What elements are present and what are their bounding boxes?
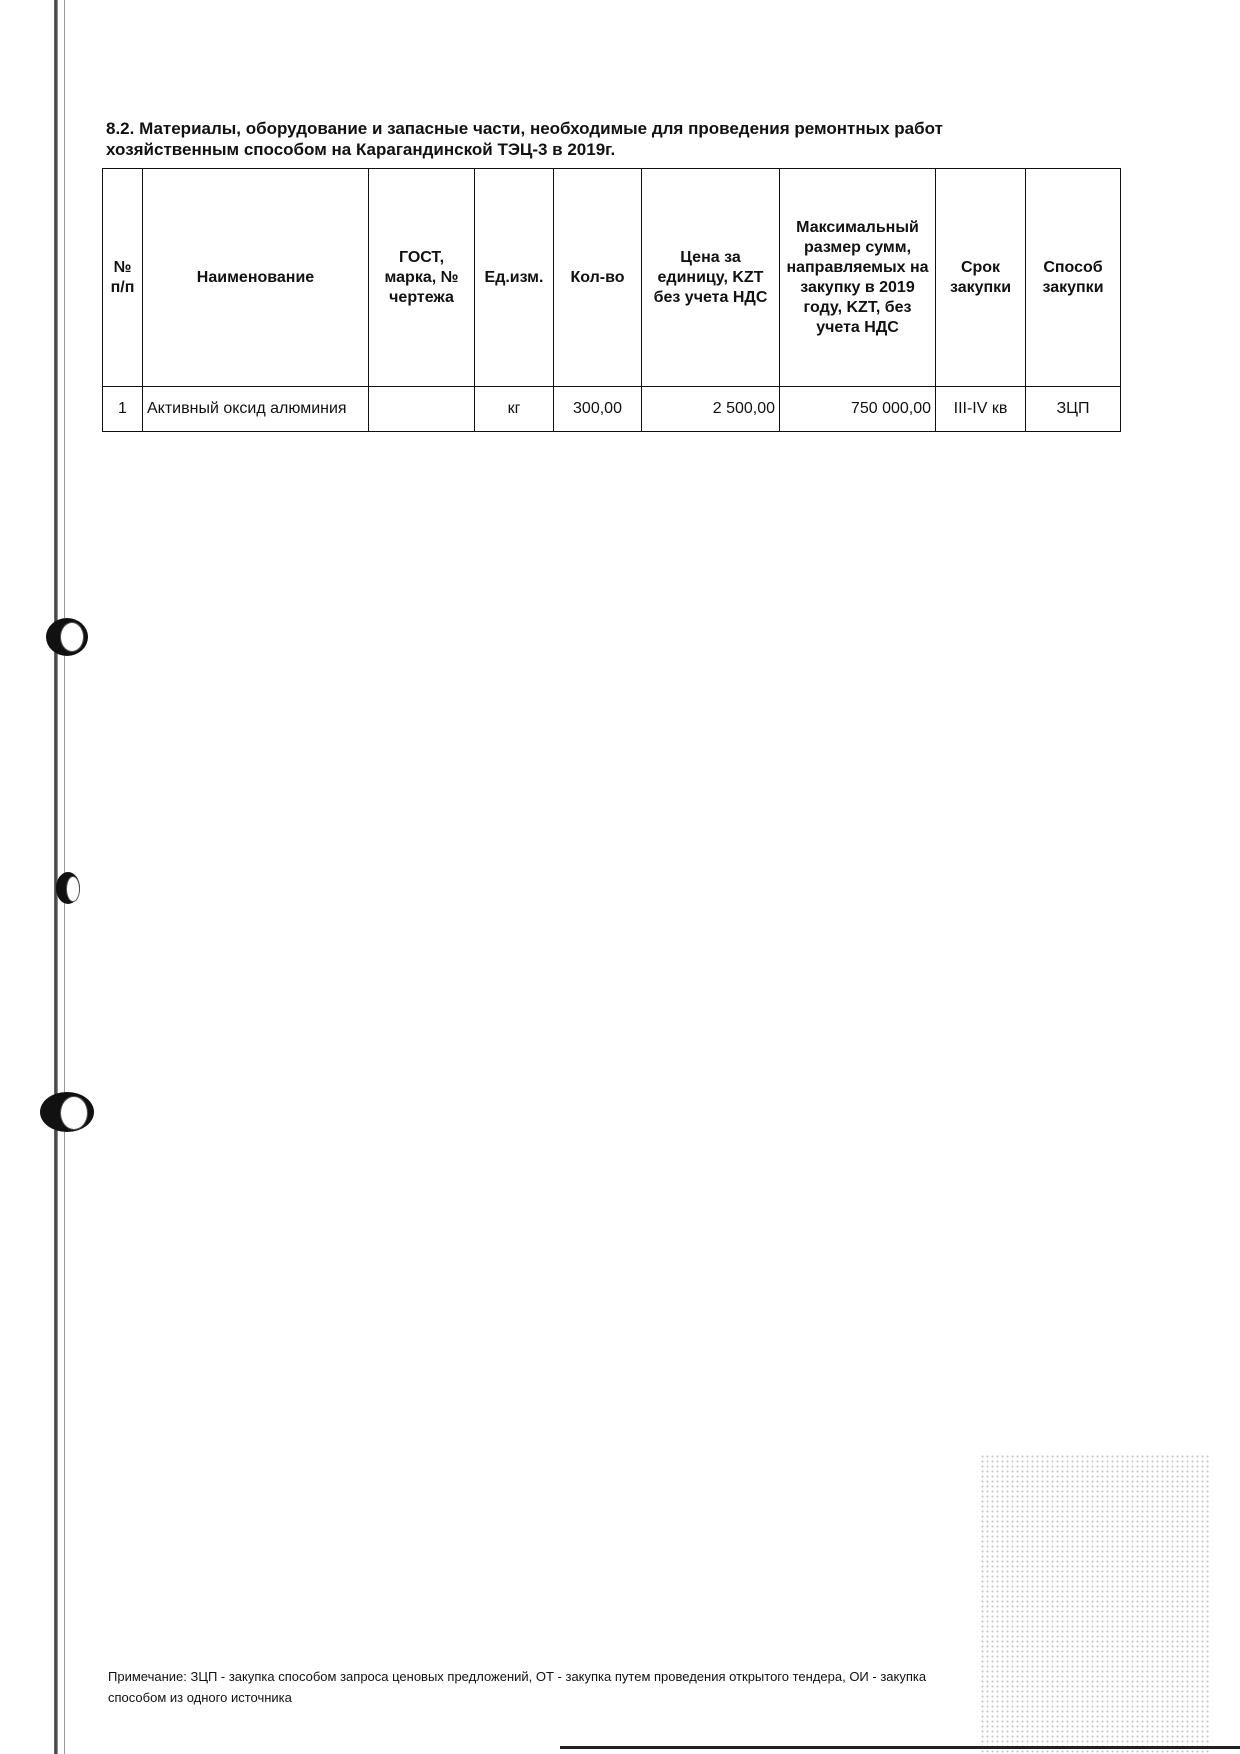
header-qty: Кол-во <box>554 169 642 387</box>
footnote-line-1: Примечание: ЗЦП - закупка способом запроса ценовых предложений, ОТ - закупка путем проведения открытого тендера, ОИ - закупка <box>108 1669 927 1684</box>
header-gost: ГОСТ, марка, № чертежа <box>369 169 475 387</box>
cell-num: 1 <box>103 387 143 432</box>
cell-max-sum: 750 000,00 <box>780 387 936 432</box>
header-method: Способ закупки <box>1026 169 1121 387</box>
cell-unit: кг <box>475 387 554 432</box>
header-unit: Ед.изм. <box>475 169 554 387</box>
header-price: Цена за единицу, KZT без учета НДС <box>642 169 780 387</box>
section-heading <box>106 118 1026 160</box>
binding-edge <box>54 0 58 1754</box>
cell-method: ЗЦП <box>1026 387 1121 432</box>
section-heading-line-1: 8.2. Материалы, оборудование и запасные части, необходимые для проведения ремонтных работ <box>106 119 943 138</box>
section-heading-line-2: хозяйственным способом на Карагандинской ТЭЦ-3 в 2019г. <box>106 140 616 159</box>
procurement-table <box>102 168 1121 432</box>
header-num: № п/п <box>103 169 143 387</box>
footnote <box>108 1666 1078 1708</box>
header-name: Наименование <box>143 169 369 387</box>
punch-hole <box>46 618 88 656</box>
header-term: Срок закупки <box>936 169 1026 387</box>
punch-hole <box>56 872 80 904</box>
cell-price: 2 500,00 <box>642 387 780 432</box>
header-max-sum: Максимальный размер сумм, направляемых на закупку в 2019 году, KZT, без учета НДС <box>780 169 936 387</box>
cell-term: III-IV кв <box>936 387 1026 432</box>
cell-gost <box>369 387 475 432</box>
cell-name: Активный оксид алюминия <box>143 387 369 432</box>
table-row <box>103 387 1121 432</box>
cell-qty: 300,00 <box>554 387 642 432</box>
scan-noise <box>980 1454 1210 1754</box>
footnote-line-2: способом из одного источника <box>108 1690 292 1705</box>
table-header-row <box>103 169 1121 387</box>
punch-hole <box>40 1092 94 1132</box>
scan-bottom-edge <box>560 1746 1240 1749</box>
